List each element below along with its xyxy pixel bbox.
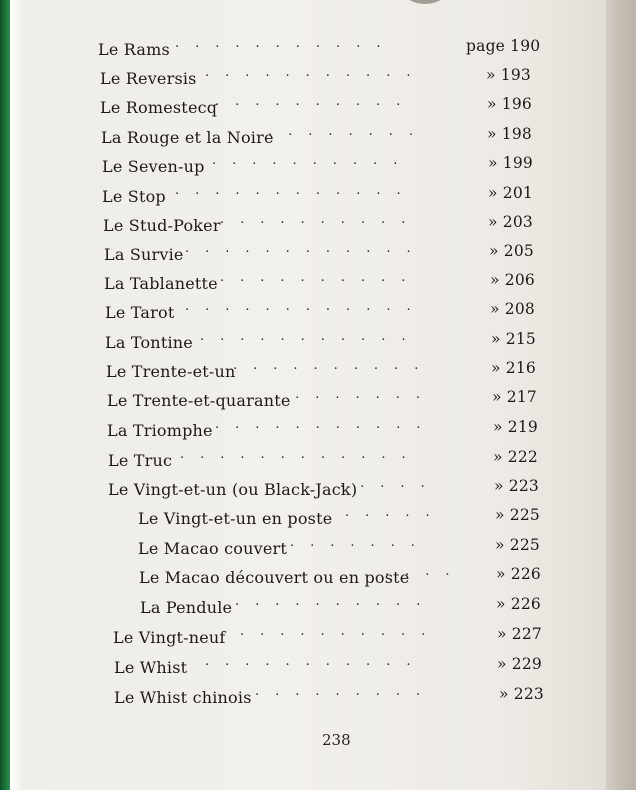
toc-entry-label: La Rouge et la Noire	[101, 128, 274, 147]
dot-leader: ...........	[175, 36, 397, 51]
toc-entry-page: » 206	[490, 271, 535, 289]
page-number: 238	[322, 731, 351, 749]
dot-leader: ....	[385, 564, 466, 579]
toc-entry-page: » 219	[493, 418, 538, 436]
toc-entry-label: La Pendule	[140, 598, 233, 617]
dot-leader: ........	[268, 124, 430, 139]
toc-entry-page: » 226	[496, 565, 541, 583]
dot-leader: ..........	[240, 624, 442, 639]
toc-entry-page: » 205	[489, 242, 534, 260]
toc-entry-label: Le Whist	[114, 658, 188, 677]
toc-entry-page: » 226	[496, 595, 541, 613]
toc-entry-label: Le Vingt-neuf	[113, 628, 226, 647]
toc-entry-label: Le Vingt-et-un (ou Black-Jack)	[108, 480, 358, 499]
toc-entry-page: » 203	[488, 213, 533, 231]
dot-leader: .......	[290, 535, 431, 550]
toc-entry-page: » 198	[487, 125, 532, 143]
dot-leader: ...........	[200, 329, 422, 344]
toc-entry-page: » 199	[488, 154, 533, 172]
toc-entry-page: » 225	[495, 506, 540, 524]
toc-entry-page: » 229	[497, 655, 542, 673]
toc-entry-label: Le Tarot	[105, 303, 175, 322]
dot-leader: ............	[175, 183, 417, 198]
dot-leader: ..........	[215, 94, 417, 109]
dot-leader: .....	[340, 476, 441, 491]
dot-leader: ..........	[233, 358, 435, 373]
toc-entry-page: » 223	[499, 685, 544, 703]
toc-entry-label: Le Macao découvert ou en poste	[139, 568, 410, 587]
toc-entry-label: Le Stop	[102, 187, 166, 206]
dot-leader: ...........	[205, 654, 427, 669]
dot-leader: .....	[345, 505, 446, 520]
dot-leader: ..........	[220, 270, 422, 285]
dot-leader: ...........	[205, 65, 427, 80]
toc-entry-page: » 196	[487, 95, 532, 113]
toc-entry-label: Le Whist chinois	[114, 688, 252, 707]
toc-entry-label: Le Vingt-et-un en poste	[138, 509, 333, 528]
facing-page-shadow	[606, 0, 636, 790]
toc-entry-page: » 201	[488, 184, 533, 202]
toc-entry-label: Le Seven-up	[102, 157, 205, 176]
toc-entry-page: » 217	[492, 388, 537, 406]
toc-entry-label: Le Stud-Poker	[103, 216, 221, 235]
book-spine	[0, 0, 10, 790]
dot-leader: ...........	[215, 417, 437, 432]
toc-entry-label: Le Macao couvert	[138, 539, 288, 558]
toc-entry-page: page 190	[466, 37, 541, 55]
page-edge	[10, 0, 22, 790]
toc-entry-page: » 225	[495, 536, 540, 554]
toc-entry-page: » 222	[493, 448, 538, 466]
toc-entry-page: » 216	[491, 359, 536, 377]
dot-leader: ..........	[220, 212, 422, 227]
toc-entry-label: La Tablanette	[104, 274, 218, 293]
toc-entry-label: Le Trente-et-un	[106, 362, 236, 381]
dot-leader: .........	[255, 684, 437, 699]
toc-entry-label: Le Rams	[98, 40, 170, 59]
dot-leader: ..........	[235, 594, 437, 609]
toc-entry-label: Le Trente-et-quarante	[107, 391, 291, 410]
toc-entry-page: » 208	[490, 300, 535, 318]
toc-entry-label: La Survie	[104, 245, 184, 264]
toc-entry-page: » 227	[497, 625, 542, 643]
toc-entry-page: » 215	[491, 330, 536, 348]
dot-leader: ............	[185, 241, 427, 256]
toc-entry-label: La Tontine	[105, 333, 193, 352]
dot-leader: ........	[275, 387, 437, 402]
toc-entry-label: Le Romestecq	[100, 98, 218, 117]
toc-entry-page: » 193	[486, 66, 531, 84]
dot-leader: ..........	[212, 153, 414, 168]
dot-leader: ............	[185, 299, 427, 314]
dot-leader: ............	[180, 447, 422, 462]
toc-entry-label: Le Reversis	[100, 69, 197, 88]
toc-entry-label: Le Truc	[108, 451, 173, 470]
toc-entry-label: La Triomphe	[107, 421, 213, 440]
toc-entry-page: » 223	[494, 477, 539, 495]
